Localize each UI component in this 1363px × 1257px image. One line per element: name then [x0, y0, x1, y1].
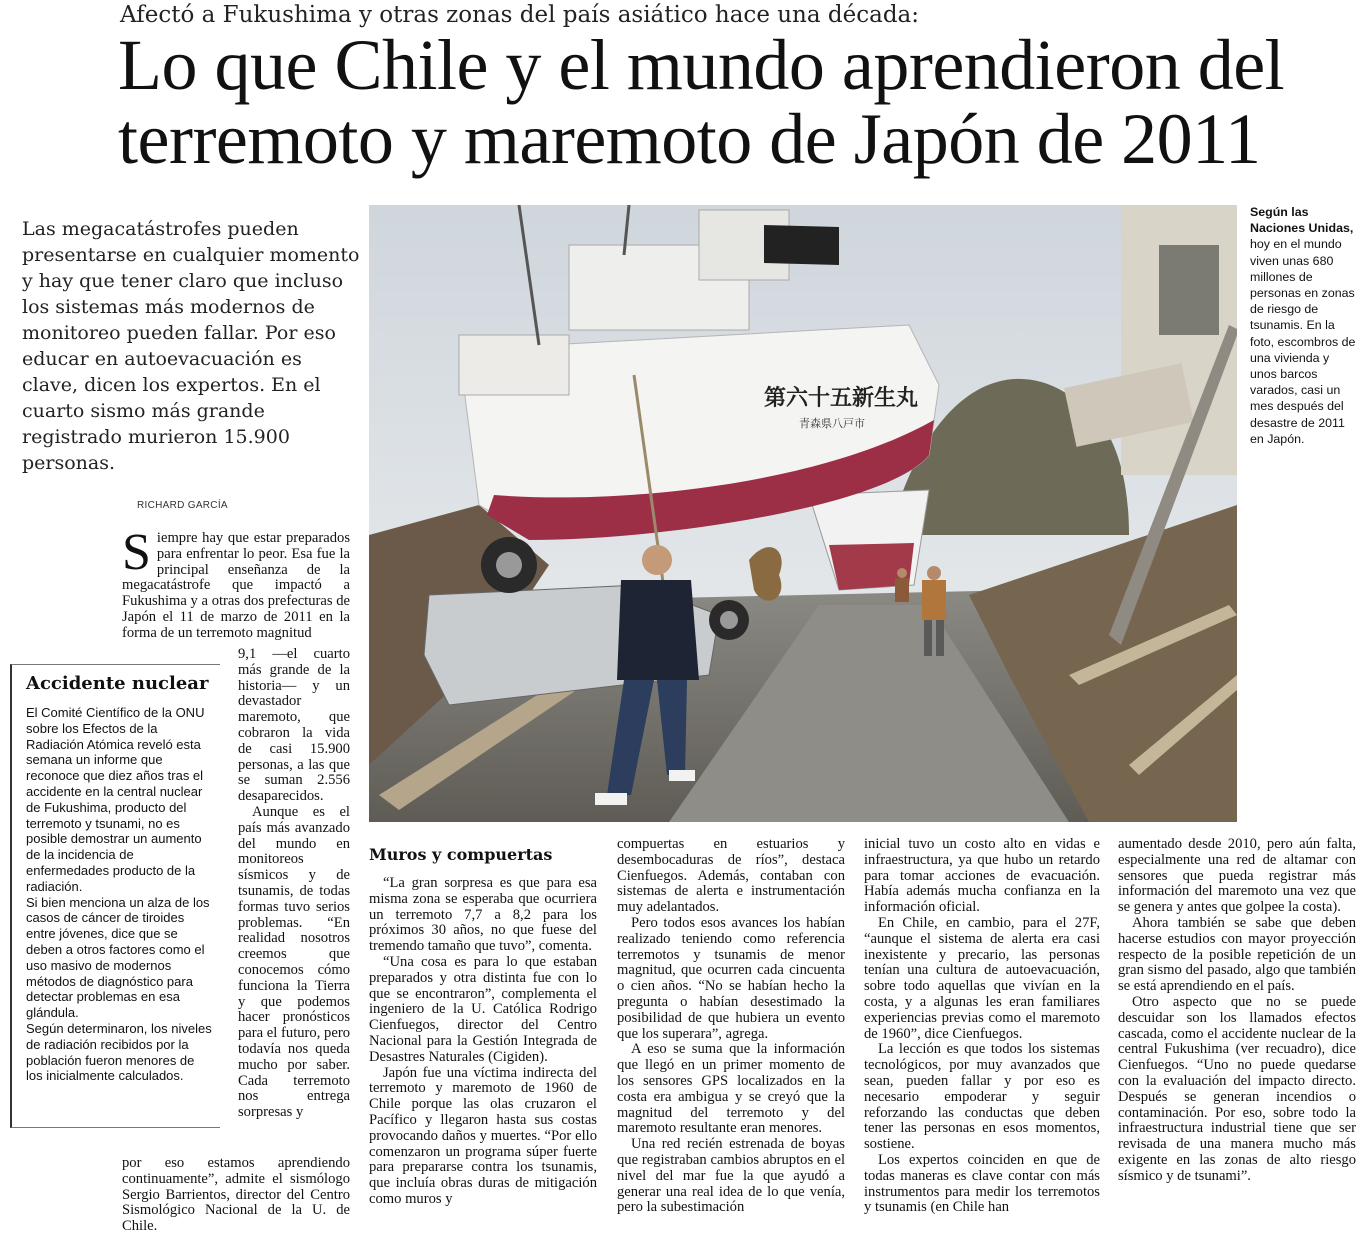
article-column-2	[369, 876, 597, 1208]
article-paragraph: Los expertos coinciden en que de todas maneras es clave contar con más instrumentos para medir los terremotos y tsunamis (en Chile han	[864, 1151, 1100, 1216]
person-head	[927, 566, 941, 580]
article-column-3	[617, 837, 845, 1216]
person-head	[897, 568, 907, 578]
article-paragraph: En Chile, en cambio, para el 27F, “aunque el sistema de alerta era casi inexistente y precario, las personas tenían una cultura de autoevacuación, sobre todo aquellas que vivían en la costa, y a algunas les eran familiares experiencias previas como el maremoto de 1960”, dice Cienfuegos.	[864, 914, 1100, 1042]
sidebar-paragraph: Si bien menciona un alza de los casos de cáncer de tiroides entre jóvenes, dice que se deben a otros factores como el uso masivo de modernos métodos de diagnóstico para detectar problemas en esa glándula.	[26, 894, 210, 1021]
article-paragraph: Japón fue una víctima indirecta del terremoto y maremoto de 1960 de Chile porque las olas cruzaron el Pacífico y llegaron hasta sus costas provocando daños y muertes. “Por ello comenzaron un programa súper fuerte para prepararse contra los tsunamis, que incluía obras duras de mitigación como muros y	[369, 1064, 597, 1207]
sidebar-title: Accidente nuclear	[26, 673, 209, 694]
article-paragraph: compuertas en estuarios y desembocaduras de ríos”, destaca Cienfuegos. Además, contaban con sistemas de alerta e instrumentación muy adelantados.	[617, 836, 845, 916]
man-shoe	[595, 793, 627, 805]
car-hub	[720, 611, 738, 629]
sidebar-paragraph: El Comité Científico de la ONU sobre los Efectos de la Radiación Atómica reveló esta semana un informe que reconoce que diez años tras el accidente en la central nuclear de Fukushima, producto del terremoto y tsunami, no es posible demostrar un aumento de la incidencia de enfermedades producto de la radiación.	[26, 705, 205, 894]
article-paragraph: Otro aspecto que no se puede descuidar son los llamados efectos cascada, como el accidente nuclear de la central Fukushima (ver recuadro), dice Cienfuegos. “Uno no puede quedarse con la evaluación del impacto directo. Después se generan incendios o contaminación. Por eso, sobre todo la infraestructura industrial tiene que ser revisada de una manera mucho más exigente en las zonas de alto riesgo sísmico y de tsunami”.	[1118, 993, 1356, 1184]
news-photo	[369, 205, 1237, 822]
article-column-1-bottom	[122, 1156, 350, 1235]
hull-port-text: 青森県八戸市	[799, 417, 865, 430]
car-hub	[496, 552, 522, 578]
article-column-1-narrow	[238, 647, 350, 1155]
article-paragraph: aumentado desde 2010, pero aún falta, especialmente una red de altamar con sensores que pueda registrar más información del maremoto una vez que se genera y antes que golpee la costa).	[1118, 836, 1356, 916]
hull-name-text: 第六十五新生丸	[764, 386, 919, 411]
person-body	[895, 578, 909, 602]
man-head	[642, 545, 672, 575]
article-paragraph: A eso se suma que la información que llegó en un primer momento de los sensores GPS localizados en la costa era ambigua y se creyó que la magnitud del terremoto y del maremoto resultante eran menores.	[617, 1041, 845, 1137]
byline: RICHARD GARCÍA	[137, 500, 228, 511]
article-paragraph: inicial tuvo un costo alto en vidas e infraestructura, ya que hubo un retardo para tomar acciones de evacuación. Había además mucha confianza en la información oficial.	[864, 836, 1100, 916]
article-paragraph: Ahora también se sabe que deben hacerse estudios con mayor proyección respecto de la posible repetición de un gran sismo del pasado, algo que también se está aprendiendo en el país.	[1118, 914, 1356, 995]
ship-deckhouse	[459, 335, 569, 395]
article-paragraph: Aunque es el país más avanzado del mundo en monitoreos sísmicos y de tsunamis, de todas formas tuvo serios problemas. “En realidad nosotros creemos que conocemos cómo funciona la Tierra y que podemos hacer pronósticos para el futuro, pero todavía nos queda mucho por saber. Cada terremoto nos entrega sorpresas y	[238, 803, 350, 1121]
article-intro-text: iempre hay que estar preparados para enfrentar lo peor. Esa fue la principal enseñanza de la megacatástrofe que impactó a Fukushima y a otras dos prefecturas de Japón el 11 de marzo de 2011 en la forma de un terremoto magnitud	[122, 531, 350, 641]
ship-funnel	[764, 225, 839, 265]
photo-illustration	[369, 205, 1237, 822]
headline	[118, 25, 1358, 179]
article-paragraph: “La gran sorpresa es que para esa misma zona se esperaba que ocurriera un terremoto 7,7 a 8,2 para los próximos 30 años, no que fuese del tremendo tamaño que tuvo”, comenta.	[369, 875, 597, 955]
sidebar-paragraph: Según determinaron, los niveles de radiación recibidos por la población fueron menores de los inicialmente calculados.	[26, 1020, 212, 1084]
caption-text: hoy en el mundo viven unas 680 millones de personas en zonas de riesgo de tsunamis. En la foto, escombros de una vivienda y unos barcos varados, casi un mes después del desastre de 2011 en Japón.	[1250, 237, 1356, 446]
drop-cap: S	[122, 531, 151, 581]
article-column-4	[864, 837, 1100, 1216]
photo-caption	[1250, 204, 1358, 447]
kicker: Afectó a Fukushima y otras zonas del país asiático hace una década:	[120, 2, 920, 28]
article-paragraph: Pero todos esos avances los habían realizado teniendo como referencia terremotos y tsunamis de menor magnitud, que ocurren cada cincuenta o cien años. “No se habían hecho la pregunta o habían desestimado la posibilidad de que hubiera un evento que los superara”, agrega.	[617, 914, 845, 1042]
lead-paragraph: Las megacatástrofes pueden presentarse en cualquier momento y hay que tener claro que incluso los sistemas más modernos de monitoreo pueden fallar. Por eso educar en autoevacuación es clave, dicen los expertos. En el cuarto sismo más grande registrado murieron 15.900 personas.	[22, 218, 360, 474]
headline-line-2: terremoto y maremoto de Japón de 2011	[118, 99, 1261, 179]
article-column-1-top	[122, 531, 350, 649]
caption-lead: Según las Naciones Unidas,	[1250, 205, 1354, 236]
person-body	[922, 580, 946, 620]
man-jacket	[617, 580, 699, 680]
article-paragraph: La lección es que todos los sistemas tecnológicos, por muy avanzados que sean, pueden fallar y por eso es necesario empoderar y seguir reforzando las conductas que deben tener las personas en esos momentos, sostiene.	[864, 1041, 1100, 1153]
headline-line-1: Lo que Chile y el mundo aprendieron del	[118, 25, 1285, 105]
article-paragraph: por eso estamos aprendiendo continuamente”, admite el sismólogo Sergio Barrientos, director del Centro Sismológico Nacional de la U. de Chile.	[122, 1155, 350, 1235]
section-subhead: Muros y compuertas	[369, 845, 553, 864]
article-paragraph: 9,1 —el cuarto más grande de la historia— y un devastador maremoto, que cobraron la vida de casi 15.900 personas, a las que se suman 2.556 desaparecidos.	[238, 647, 350, 805]
person-leg	[936, 620, 944, 656]
article-paragraph: “Una cosa es para lo que estaban preparados y otra distinta fue con lo que se encontraron”, complementa el ingeniero de la U. Católica Rodrigo Cienfuegos, director del Centro Nacional para la Gestión Integrada de Desastres Naturales (Cigiden).	[369, 953, 597, 1065]
sidebar-box	[10, 664, 220, 1128]
sidebar-text	[26, 705, 214, 1084]
building-window	[1159, 245, 1219, 335]
article-column-5	[1118, 837, 1356, 1185]
article-paragraph: Una red recién estrenada de boyas que registraban cambios abruptos en el nivel del mar fue la que ayudó a generar una real idea de lo que venía, pero la subestimación	[617, 1136, 845, 1216]
man-shoe	[669, 770, 695, 781]
person-leg	[924, 620, 932, 656]
